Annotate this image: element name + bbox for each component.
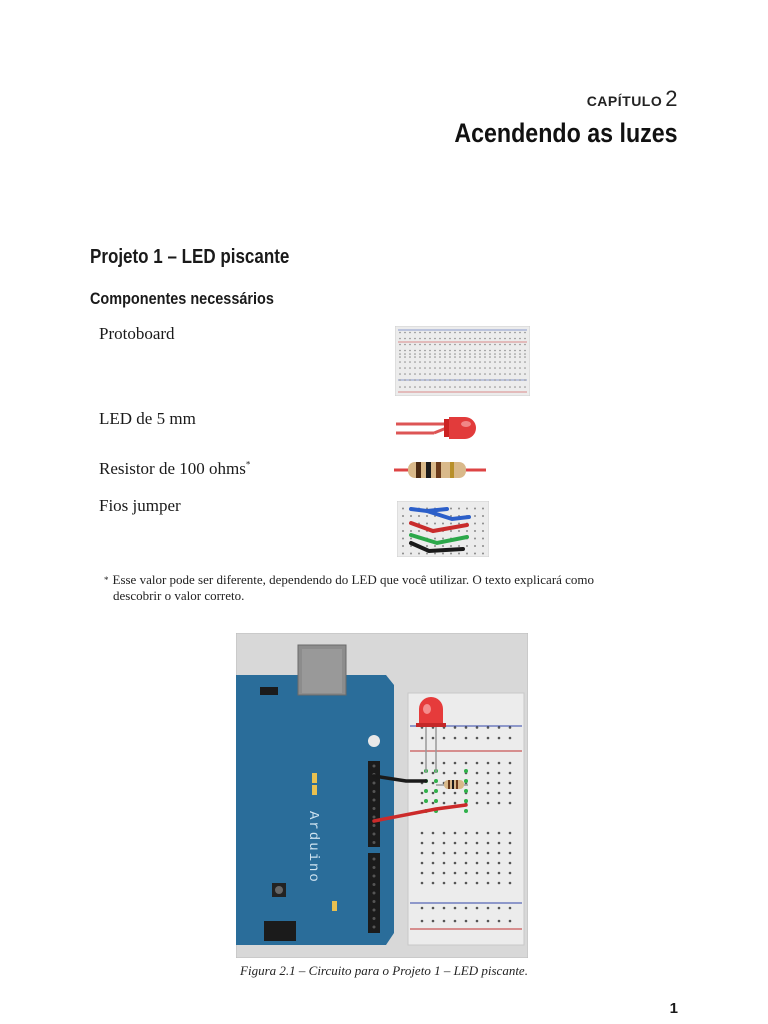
- component-label-led: LED de 5 mm: [99, 409, 196, 428]
- figure-caption: Figura 2.1 – Circuito para o Projeto 1 – LED piscante.: [240, 963, 528, 978]
- footnote-line1: Esse valor pode ser diferente, dependendo do LED que você utilizar. O texto explicará como: [112, 572, 595, 587]
- board-name: Arduino: [305, 811, 321, 884]
- circuit-figure: [236, 633, 528, 958]
- chapter-label-text: CAPÍTULO: [586, 93, 663, 109]
- project-title: Projeto 1 – LED piscante: [90, 246, 290, 268]
- page-number: 1: [669, 1000, 678, 1017]
- resistor-image: [394, 457, 486, 483]
- component-label-protoboard: Protoboard: [99, 324, 175, 343]
- footnote: [104, 572, 676, 604]
- component-label-jumper: Fios jumper: [99, 496, 181, 515]
- jumper-wires-image: [397, 501, 489, 557]
- footnote-star: *: [104, 575, 109, 585]
- led-image: [394, 413, 484, 443]
- chapter-label: [587, 86, 678, 112]
- components-heading: Componentes necessários: [90, 289, 274, 308]
- footnote-line2: descobrir o valor correto.: [113, 588, 245, 603]
- resistor-label-text: Resistor de 100 ohms: [99, 459, 246, 478]
- chapter-number: 2: [665, 86, 678, 111]
- component-label-resistor: [99, 459, 250, 479]
- footnote-mark: *: [245, 459, 251, 470]
- breadboard-image: [395, 326, 530, 396]
- chapter-title: Acendendo as luzes: [454, 118, 678, 148]
